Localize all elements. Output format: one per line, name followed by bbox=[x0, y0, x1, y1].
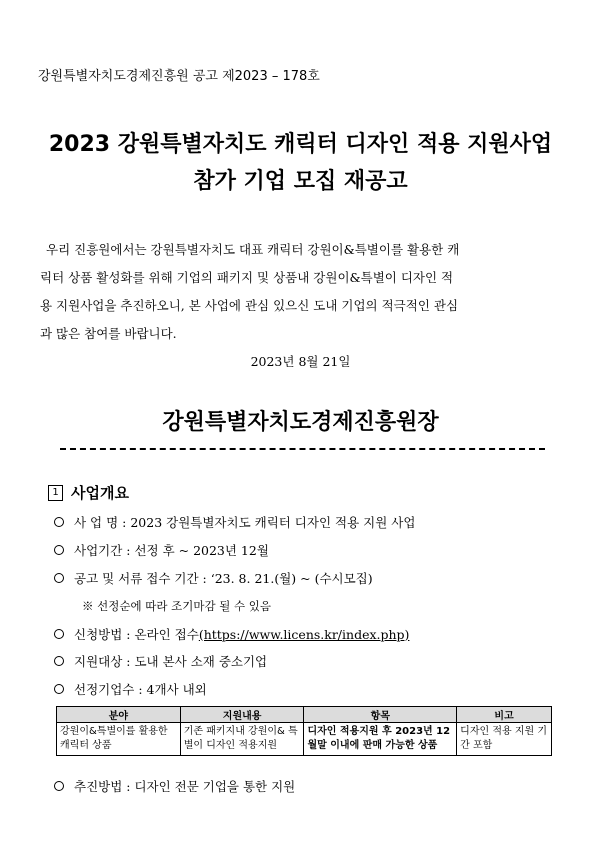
page-title-line1: 2023 강원특별자치도 캐릭터 디자인 적용 지원사업 bbox=[48, 132, 553, 157]
early-close-note: ※ 선정순에 따라 조기마감 될 수 있음 bbox=[82, 599, 271, 613]
intro-line: 릭터 상품 활성화를 위해 기업의 패키지 및 상품내 강원이&특별이 디자인 적 bbox=[40, 270, 454, 285]
intro-line: 과 많은 참여를 바랍니다. bbox=[40, 326, 177, 341]
table-cell: 디자인 적용지원 후 2023년 12월말 이내에 판매 가능한 상품 bbox=[304, 723, 457, 756]
circle-bullet-icon bbox=[54, 656, 64, 666]
bullet-text: 선정기업수 : 4개사 내외 bbox=[74, 682, 207, 697]
issuer-name: 강원특별자치도경제진흥원장 bbox=[162, 410, 439, 435]
section-number-box: 1 bbox=[48, 485, 63, 501]
circle-bullet-icon bbox=[54, 517, 64, 527]
circle-bullet-icon bbox=[54, 545, 64, 555]
table-header-cell: 분야 bbox=[57, 707, 181, 723]
table-cell: 강원이&특별이를 활용한 캐릭터 상품 bbox=[57, 723, 181, 756]
intro-line: 우리 진흥원에서는 강원특별자치도 대표 캐릭터 강원이&특별이를 활용한 캐 bbox=[46, 242, 460, 257]
application-link[interactable]: (https://www.licens.kr/index.php) bbox=[198, 626, 410, 642]
bullet-item-count bbox=[54, 680, 207, 698]
section-title: 사업개요 bbox=[71, 484, 129, 502]
bullet-text: 신청방법 : 온라인 접수 bbox=[74, 627, 199, 642]
bullet-text: 지원대상 : 도내 본사 소재 중소기업 bbox=[74, 654, 268, 669]
table-cell: 기존 패키지내 강원이& 특별이 디자인 적용지원 bbox=[180, 723, 304, 756]
dashed-divider bbox=[60, 448, 545, 450]
table-header-cell: 지원내용 bbox=[180, 707, 304, 723]
bullet-text: 추진방법 : 디자인 전문 기업을 통한 지원 bbox=[74, 779, 296, 794]
page-title-line2: 참가 기업 모집 재공고 bbox=[193, 169, 408, 194]
circle-bullet-icon bbox=[54, 573, 64, 583]
table-header-cell: 비고 bbox=[457, 707, 552, 723]
circle-bullet-icon bbox=[54, 629, 64, 639]
bullet-text: 사업기간 : 선정 후 ~ 2023년 12월 bbox=[74, 543, 269, 558]
table-header-row bbox=[57, 707, 552, 723]
announcement-date: 2023년 8월 21일 bbox=[250, 354, 351, 369]
intro-line: 용 지원사업을 추진하오니, 본 사업에 관심 있으신 도내 기업의 적극적인 관심 bbox=[40, 298, 459, 313]
bullet-item-period bbox=[54, 541, 269, 559]
table-cell: 디자인 적용 지원 기간 포함 bbox=[457, 723, 552, 756]
table-header-cell: 항목 bbox=[304, 707, 457, 723]
notice-number: 강원특별자치도경제진흥원 공고 제2023 – 178호 bbox=[38, 69, 320, 84]
circle-bullet-icon bbox=[54, 684, 64, 694]
bullet-item-submission bbox=[54, 569, 373, 587]
circle-bullet-icon bbox=[54, 781, 64, 791]
bullet-item-target bbox=[54, 652, 267, 670]
bullet-item-method bbox=[54, 777, 295, 795]
bullet-item-application bbox=[54, 625, 409, 643]
support-table bbox=[56, 706, 552, 756]
bullet-text: 사 업 명 : 2023 강원특별자치도 캐릭터 디자인 적용 지원 사업 bbox=[74, 515, 416, 530]
bullet-item-project-name bbox=[54, 513, 415, 531]
table-row bbox=[57, 723, 552, 756]
section-heading bbox=[48, 482, 129, 503]
intro-paragraph bbox=[40, 236, 562, 348]
bullet-text: 공고 및 서류 접수 기간 : ‘23. 8. 21.(월) ~ (수시모집) bbox=[74, 571, 373, 586]
